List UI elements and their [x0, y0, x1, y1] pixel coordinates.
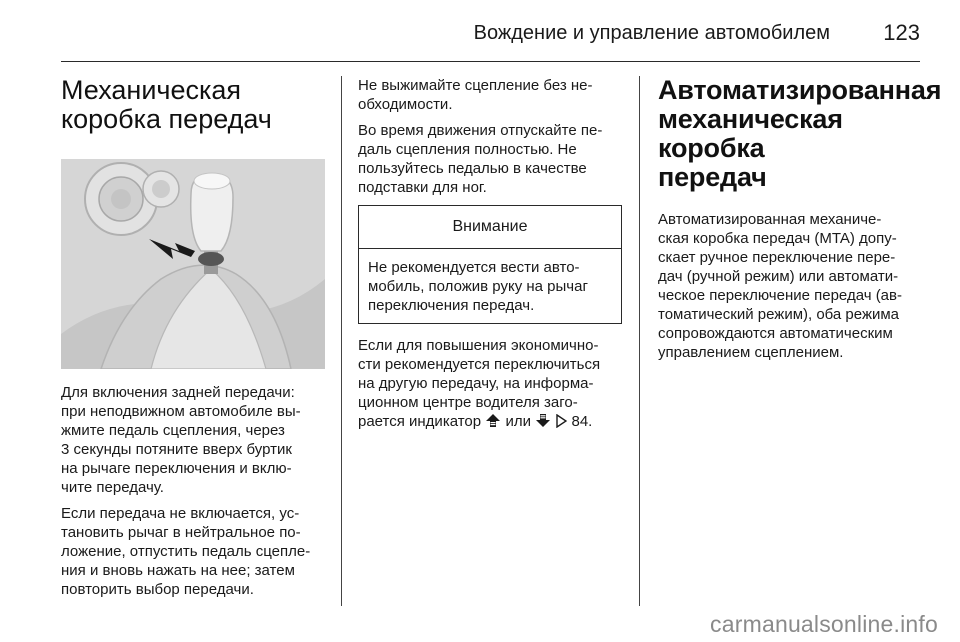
paragraph: Не выжимайте сцепление без не- обходимости. [358, 77, 593, 113]
column-manual-gearbox [61, 76, 326, 599]
paragraph: Для включения задней передачи: при неподвижном автомобиле вы- жмите педаль сцепления, через 3 секунды потяните вверх буртик на рычаге переключения и вклю- чите передачу. [61, 384, 301, 496]
column-divider [639, 76, 640, 606]
column-automated-gearbox [658, 75, 942, 362]
paragraph: Если для повышения экономично- сти рекомендуется переключиться на другую передачу, на информа- ционном центре водителя заго- рается индикатор или 84. [358, 336, 623, 433]
header-title: Вождение и управление автомобилем [473, 22, 830, 44]
watermark: carmanualsonline.info [710, 611, 938, 637]
warning-text: Не рекомендуется вести авто- мобиль, положив руку на рычаг переключения передач. [368, 259, 588, 314]
page-number: 123 [883, 20, 920, 45]
section-heading: Автоматизированная механическая коробка передач [658, 75, 942, 192]
paragraph: Автоматизированная механиче- ская коробка передач (MTA) допу- скает ручное переключение пере- дач (ручной режим) или автомати- ческое переключение передач (ав- томатический режим), оба режима сопровождаются автоматическим управлением сцеплением. [658, 211, 902, 361]
warning-box [358, 205, 622, 324]
section-heading: Механическая коробка передач [61, 75, 272, 134]
column-divider [341, 76, 342, 606]
paragraph: Во время движения отпускайте пе- даль сцепления полностью. Не пользуйтесь педалью в качестве подставки для ног. [358, 122, 603, 196]
warning-title: Внимание [359, 206, 621, 249]
shift-down-icon [535, 413, 551, 433]
reference-arrow-icon [555, 414, 567, 433]
page-header [61, 18, 920, 62]
gear-shift-illustration-icon [61, 159, 325, 369]
column-clutch-notes [358, 76, 623, 433]
shift-up-icon [485, 413, 501, 433]
paragraph: Если передача не включается, ус- тановить рычаг в нейтральное по- ложение, отпустить педаль сцепле- ния и вновь нажать на нее; затем повторить выбор передачи. [61, 505, 311, 598]
